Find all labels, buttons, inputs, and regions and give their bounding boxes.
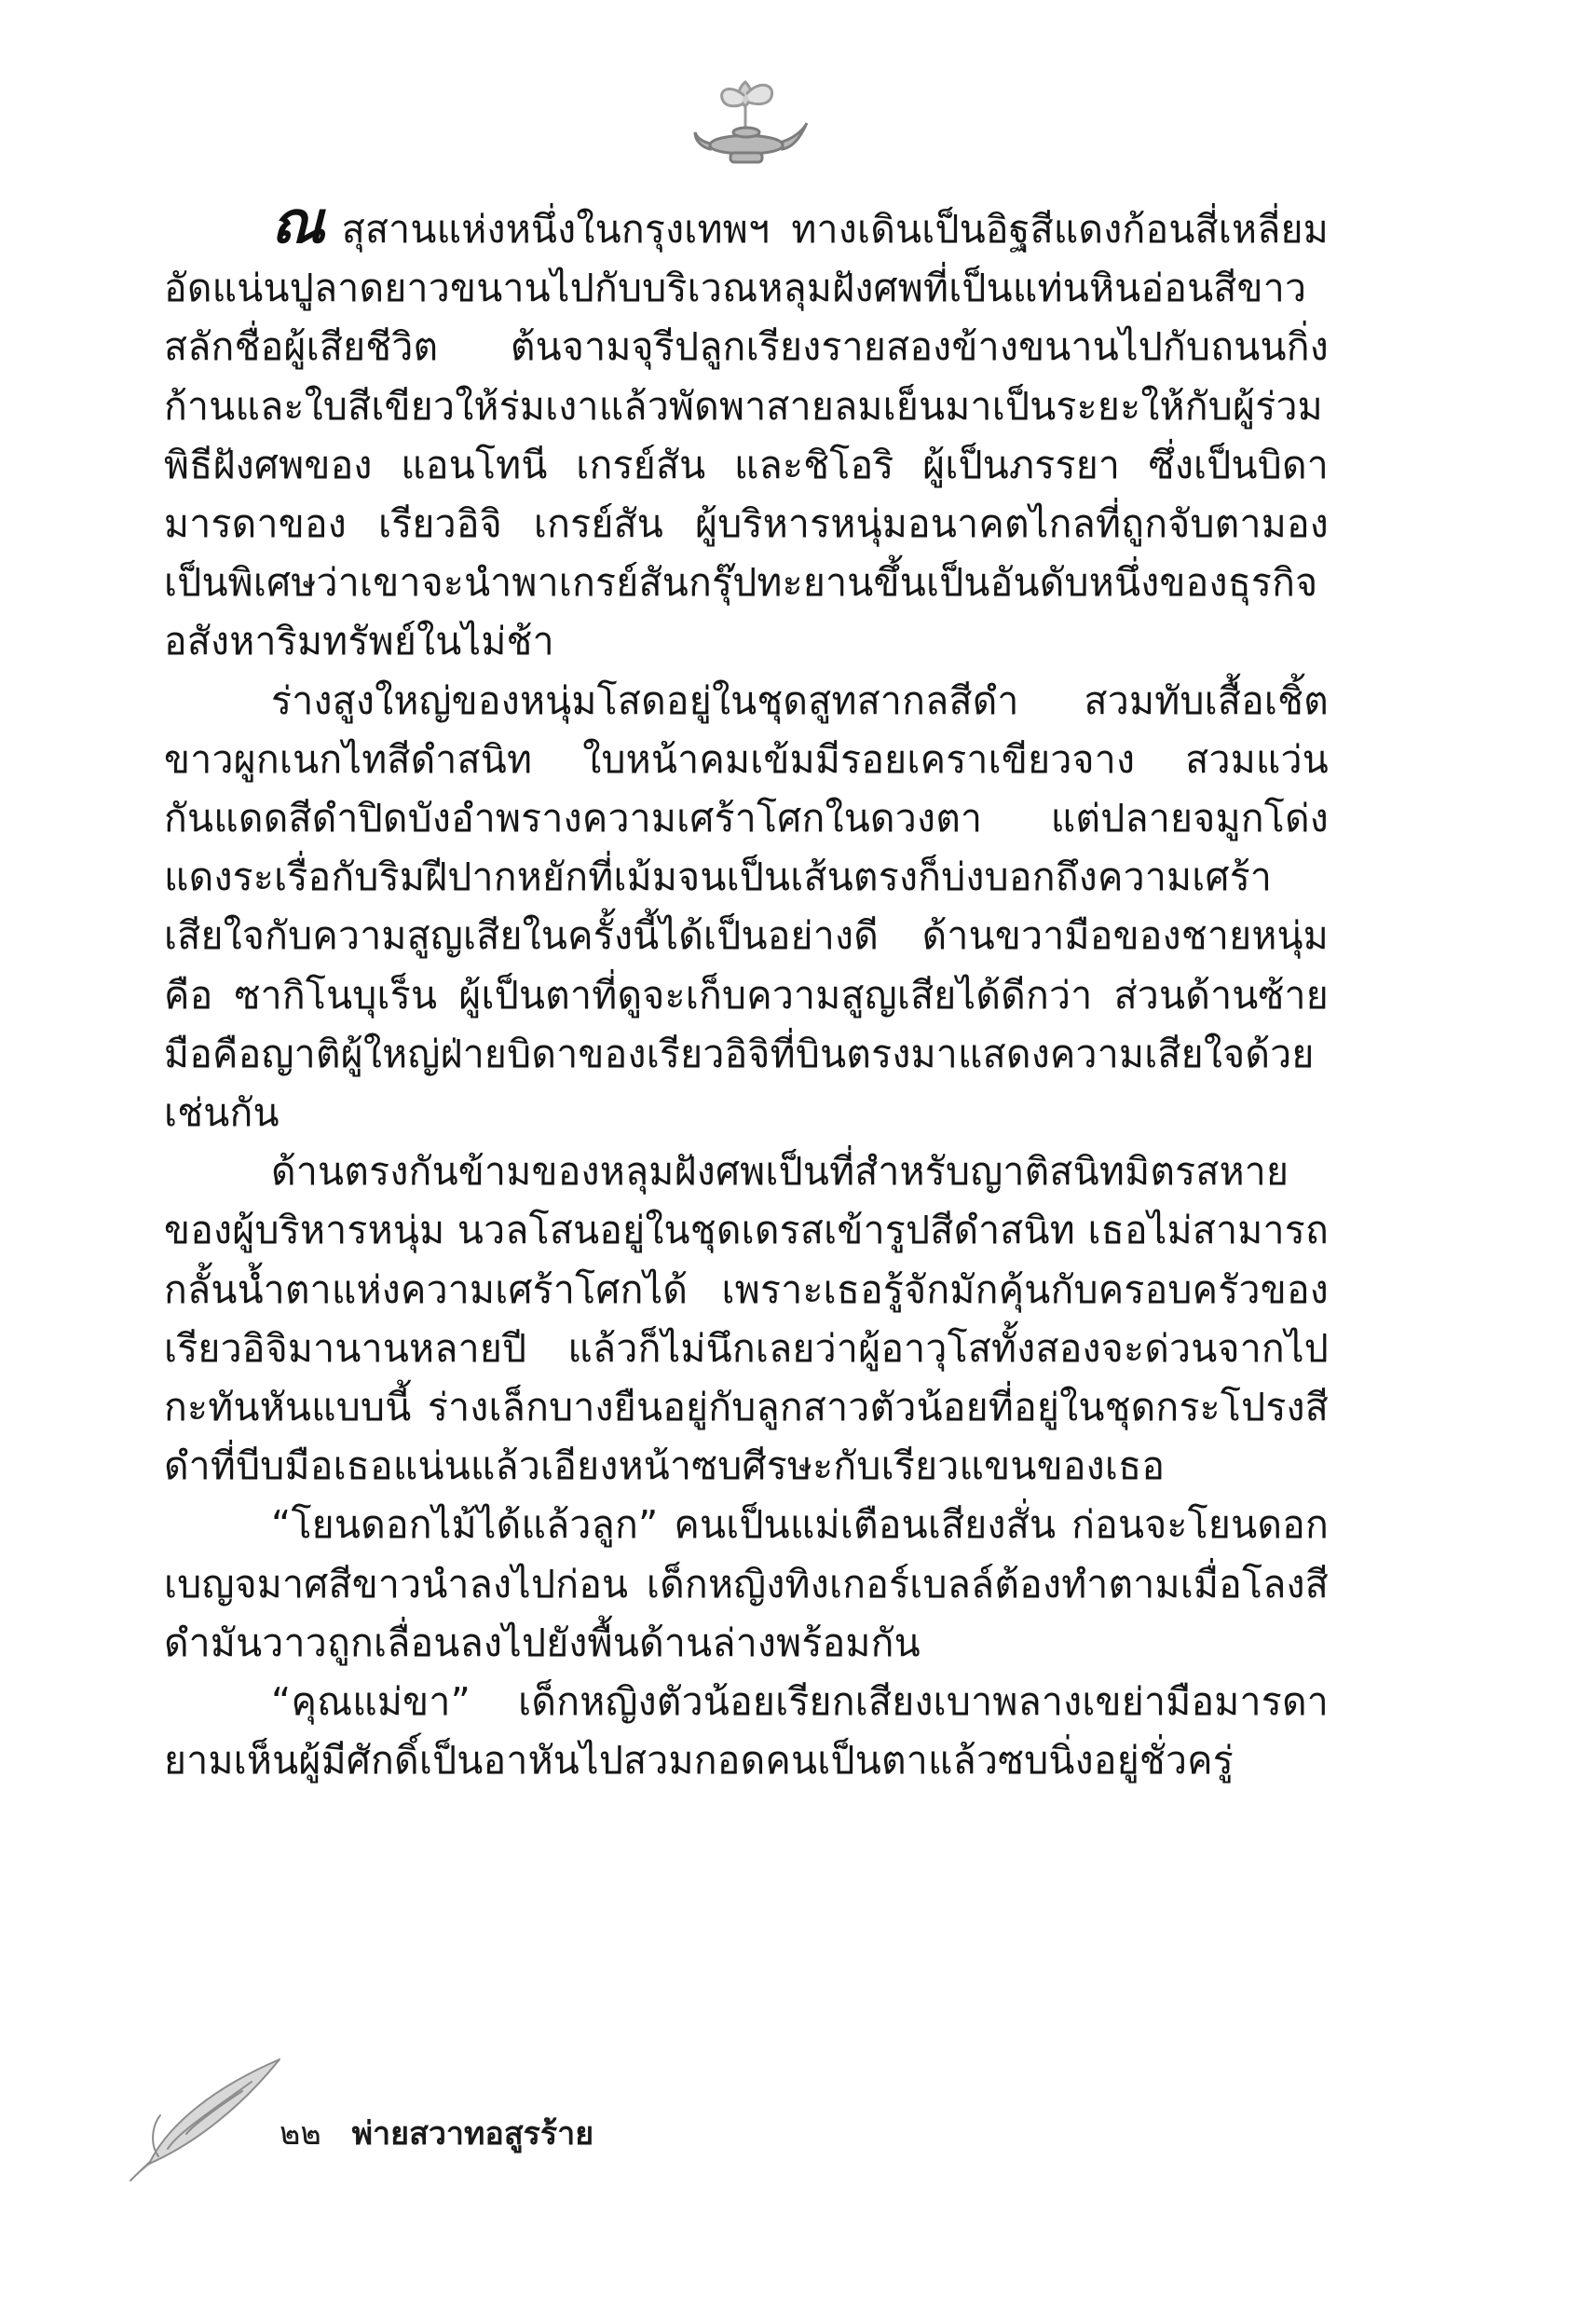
paragraph-5: “คุณแม่ขา” เด็กหญิงตัวน้อยเรียกเสียงเบาพลางเขย่ามือมารดายามเห็นผู้มีศักดิ์เป็นอาหันไปสวมกอดคนเป็นตาแล้วซบนิ่งอยู่ชั่วครู่ (164, 1679, 1329, 1784)
book-title: พ่ายสวาทอสูรร้าย (351, 2115, 594, 2153)
lamp-fairy-icon (689, 73, 811, 180)
page-number: ๒๒ (280, 2115, 321, 2153)
paragraph-4: “โยนดอกไม้ได้แล้วลูก” คนเป็นแม่เตือนเสียงสั่น ก่อนจะโยนดอกเบญจมาศสีขาวนำลงไปก่อน เด็กหญิงทิงเกอร์เบลล์ต้องทำตามเมื่อโลงสีดำมันวาวถูกเลื่อนลงไปยังพื้นด้านล่างพร้อมกัน (164, 1502, 1329, 1665)
drop-cap: ณ (271, 188, 325, 256)
page-footer (280, 2115, 593, 2153)
feather-icon (112, 2041, 298, 2190)
paragraph-1 (164, 188, 1329, 672)
body-text (164, 188, 1329, 1790)
paragraph-1-text: สุสานแห่งหนึ่งในกรุงเทพฯ ทางเดินเป็นอิฐสีแดงก้อนสี่เหลี่ยมอัดแน่นปูลาดยาวขนานไปกับบริเวณหลุมฝังศพที่เป็นแท่นหินอ่อนสีขาวสลักชื่อผู้เสียชีวิต ต้นจามจุรีปลูกเรียงรายสองข้างขนานไปกับถนนกิ่งก้านและใบสีเขียวให้ร่มเงาแล้วพัดพาสายลมเย็นมาเป็นระยะให้กับผู้ร่วมพิธีฝังศพของ แอนโทนี เกรย์สัน และชิโอริ ผู้เป็นภรรยา ซึ่งเป็นบิดามารดาของ เรียวอิจิ เกรย์สัน ผู้บริหารหนุ่มอนาคตไกลที่ถูกจับตามองเป็นพิเศษว่าเขาจะนำพาเกรย์สันกรุ๊ปทะยานขึ้นเป็นอันดับหนึ่งของธุรกิจอสังหาริมทรัพย์ในไม่ช้า (164, 207, 1329, 664)
paragraph-2: ร่างสูงใหญ่ของหนุ่มโสดอยู่ในชุดสูทสากลสีดำ สวมทับเสื้อเชิ้ตขาวผูกเนกไทสีดำสนิท ใบหน้าคมเข้มมีรอยเคราเขียวจาง สวมแว่นกันแดดสีดำปิดบังอำพรางความเศร้าโศกในดวงตา แต่ปลายจมูกโด่งแดงระเรื่อกับริมฝีปากหยักที่เม้มจนเป็นเส้นตรงก็บ่งบอกถึงความเศร้าเสียใจกับความสูญเสียในครั้งนี้ได้เป็นอย่างดี ด้านขวามือของชายหนุ่มคือ ซากิโนบุเร็น ผู้เป็นตาที่ดูจะเก็บความสูญเสียได้ดีกว่า ส่วนด้านซ้ายมือคือญาติผู้ใหญ่ฝ่ายบิดาของเรียวอิจิที่บินตรงมาแสดงความเสียใจด้วยเช่นกัน (164, 677, 1329, 1136)
paragraph-3: ด้านตรงกันข้ามของหลุมฝังศพเป็นที่สำหรับญาติสนิทมิตรสหายของผู้บริหารหนุ่ม นวลโสนอยู่ในชุดเดรสเข้ารูปสีดำสนิท เธอไม่สามารถกลั้นน้ำตาแห่งความเศร้าโศกได้ เพราะเธอรู้จักมักคุ้นกับครอบครัวของเรียวอิจิมานานหลายปี แล้วก็ไม่นึกเลยว่าผู้อาวุโสทั้งสองจะด่วนจากไปกะทันหันแบบนี้ ร่างเล็กบางยืนอยู่กับลูกสาวตัวน้อยที่อยู่ในชุดกระโปรงสีดำที่บีบมือเธอแน่นแล้วเอียงหน้าซบศีรษะกับเรียวแขนของเธอ (164, 1149, 1329, 1489)
